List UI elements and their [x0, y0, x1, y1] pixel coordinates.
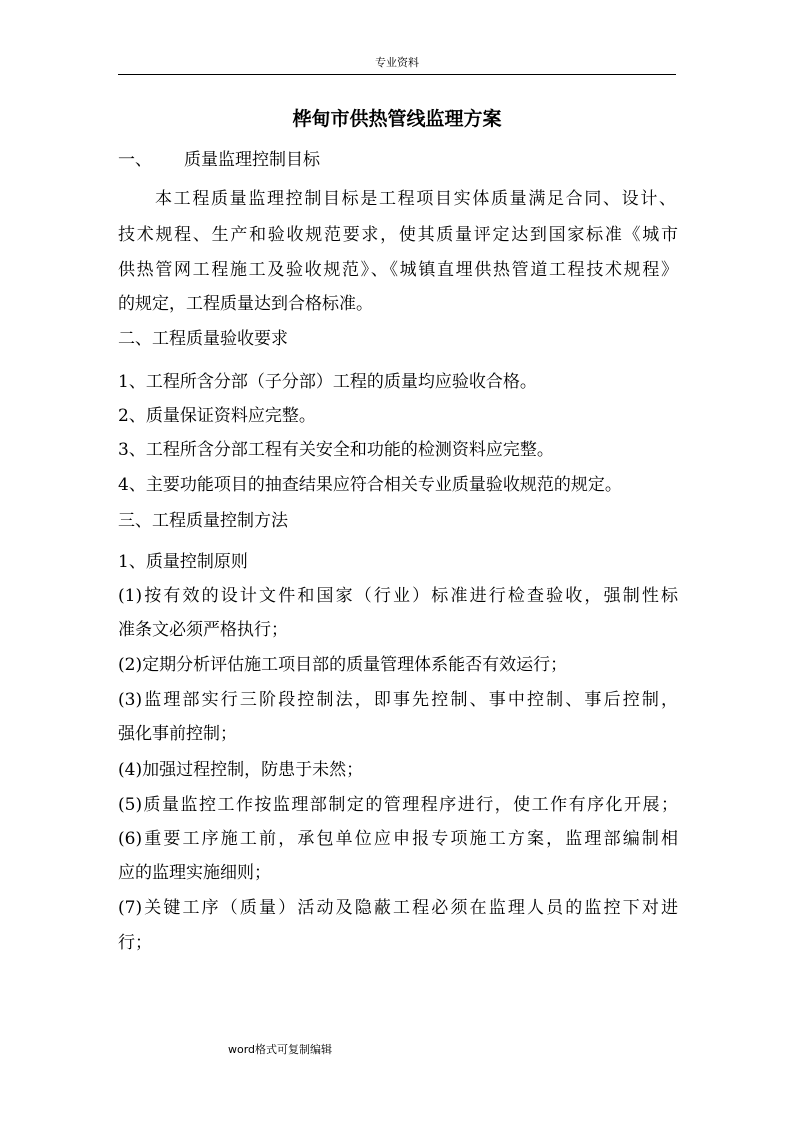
- list-item: 行；: [118, 933, 152, 953]
- section-heading-1: [118, 149, 678, 171]
- list-item: 准条文必须严格执行；: [118, 620, 288, 640]
- list-item: 1、工程所含分部（子分部）工程的质量均应验收合格。: [118, 372, 537, 392]
- list-item: (7)关键工序（质量）活动及隐蔽工程必须在监理人员的监控下对进: [118, 898, 678, 918]
- paragraph-line: 技术规程、生产和验收规范要求，使其质量评定达到国家标准《城市: [118, 225, 678, 245]
- subsection-heading: 1、质量控制原则: [118, 552, 248, 572]
- list-item: (6)重要工序施工前，承包单位应申报专项施工方案，监理部编制相: [118, 829, 678, 849]
- section-heading-2: 二、工程质量验收要求: [118, 329, 288, 349]
- page-header: 专业资料: [118, 56, 676, 75]
- paragraph-line: 的规定，工程质量达到合格标准。: [118, 294, 373, 314]
- list-item: (3)监理部实行三阶段控制法，即事先控制、事中控制、事后控制，: [118, 690, 678, 710]
- document-title: 桦甸市供热管线监理方案: [292, 108, 502, 130]
- section-title: 质量监理控制目标: [184, 150, 320, 170]
- paragraph-line: 供热管网工程施工及验收规范》、《城镇直埋供热管道工程技术规程》: [118, 260, 678, 280]
- section-heading-3: 三、工程质量控制方法: [118, 511, 288, 531]
- list-item: (1)按有效的设计文件和国家（行业）标准进行检查验收，强制性标: [118, 586, 678, 606]
- list-item: 强化事前控制；: [118, 724, 237, 744]
- list-item: 4、主要功能项目的抽查结果应符合相关专业质量验收规范的规定。: [118, 475, 622, 495]
- section-number: 一、: [118, 150, 152, 170]
- list-item: 2、质量保证资料应完整。: [118, 406, 316, 426]
- paragraph-line: 本工程质量监理控制目标是工程项目实体质量满足合同、设计、: [155, 189, 676, 209]
- list-item: 应的监理实施细则；: [118, 863, 271, 883]
- list-item: (5)质量监控工作按监理部制定的管理程序进行，使工作有序化开展；: [118, 795, 678, 815]
- list-item: (2)定期分析评估施工项目部的质量管理体系能否有效运行；: [118, 655, 568, 675]
- list-item: 3、工程所含分部工程有关安全和功能的检测资料应完整。: [118, 440, 554, 460]
- page-footer: word格式可复制编辑: [228, 1043, 333, 1056]
- list-item: (4)加强过程控制，防患于未然；: [118, 760, 364, 780]
